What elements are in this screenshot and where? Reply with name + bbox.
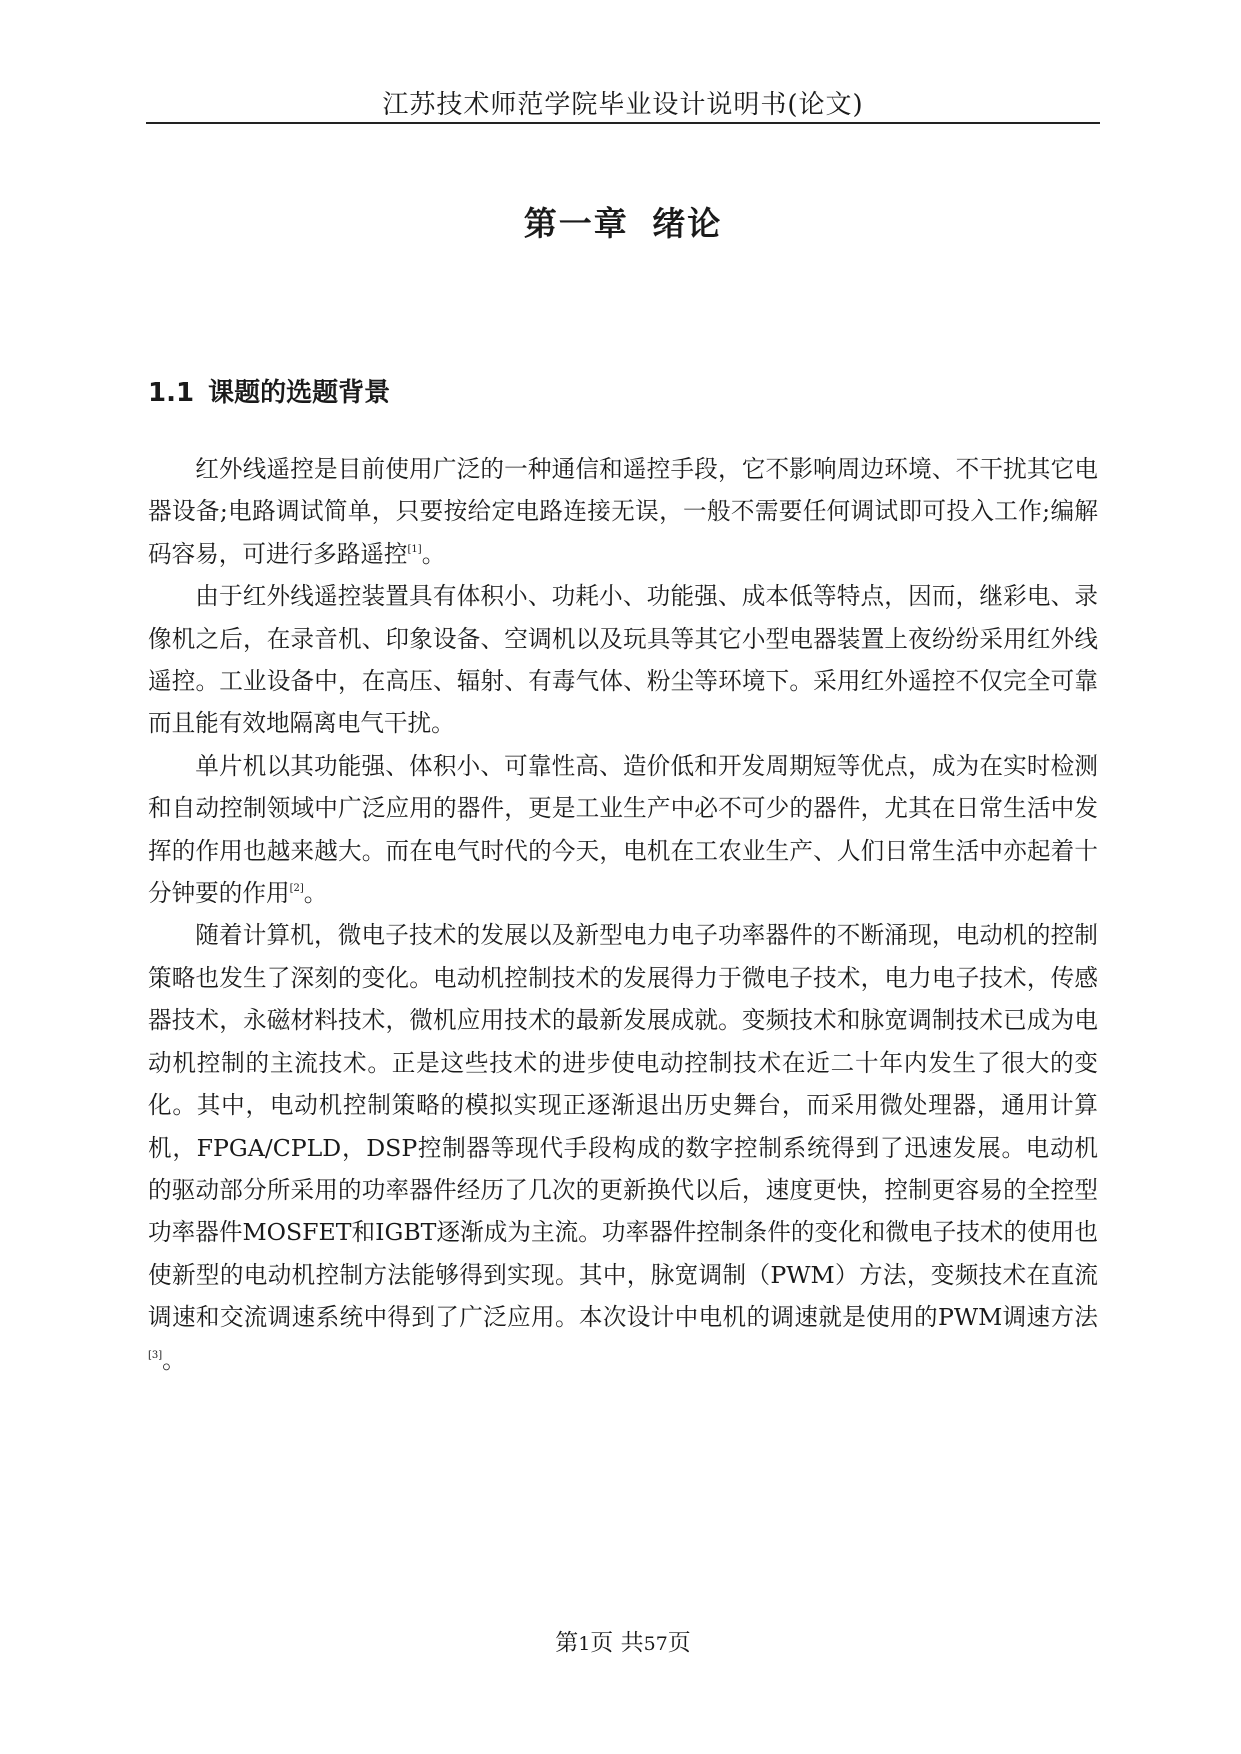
paragraph-text: 红外线遥控是目前使用广泛的一种通信和遥控手段，它不影响周边环境、不干扰其它电器设备;电路调试简单，只要按给定电路连接无误，一般不需要任何调试即可投入工作;编解码容易，可进行多路遥控 [148, 455, 1098, 568]
paragraph-3 [148, 745, 1098, 915]
paragraph-end: 。 [421, 539, 446, 568]
footer-prefix: 第 [555, 1630, 579, 1656]
running-header: 江苏技术师范学院毕业设计说明书(论文) [382, 90, 864, 120]
footer-middle: 页 共 [590, 1630, 644, 1656]
paragraph-1 [148, 448, 1098, 575]
paragraph-text: 单片机以其功能强、体积小、可靠性高、造价低和开发周期短等优点，成为在实时检测和自动控制领域中广泛应用的器件，更是工业生产中必不可少的器件，尤其在日常生活中发挥的作用也越来越大。而在电气时代的今天，电机在工农业生产、人们日常生活中亦起着十分钟要的作用 [148, 751, 1098, 908]
body-text [148, 448, 1098, 1381]
section-number: 1.1 [148, 378, 195, 408]
header-rule [146, 122, 1100, 124]
section-title-text: 课题的选题背景 [208, 378, 391, 408]
citation-ref: [1] [407, 543, 422, 555]
page-footer [146, 1624, 1100, 1657]
current-page-number: 1 [578, 1633, 591, 1655]
paragraph-text: 随着计算机，微电子技术的发展以及新型电力电子功率器件的不断涌现，电动机的控制策略也发生了深刻的变化。电动机控制技术的发展得力于微电子技术，电力电子技术，传感器技术，永磁材料技术，微机应用技术的最新发展成就。变频技术和脉宽调制技术已成为电动机控制的主流技术。正是这些技术的进步使电动控制技术在近二十年内发生了很大的变化。其中，电动机控制策略的模拟实现正逐渐退出历史舞台，而采用微处理器，通用计算机，FPGA/CPLD，DSP控制器等现代手段构成的数字控制系统得到了迅速发展。电动机的驱动部分所采用的功率器件经历了几次的更新换代以后，速度更快，控制更容易的全控型功率器件MOSFET和IGBT逐渐成为主流。功率器件控制条件的变化和微电子技术的使用也使新型的电动机控制方法能够得到实现。其中，脉宽调制（PWM）方法，变频技术在直流调速和交流调速系统中得到了广泛应用。本次设计中电机的调速就是使用的PWM调速方法 [148, 921, 1098, 1332]
footer-suffix: 页 [667, 1630, 691, 1656]
citation-ref: [3] [148, 1349, 163, 1361]
paragraph-2 [148, 575, 1098, 745]
total-pages-number: 57 [643, 1633, 668, 1655]
paragraph-4 [148, 914, 1098, 1380]
paragraph-text: 由于红外线遥控装置具有体积小、功耗小、功能强、成本低等特点，因而，继彩电、录像机之后，在录音机、印象设备、空调机以及玩具等其它小型电器装置上夜纷纷采用红外线遥控。工业设备中，在高压、辐射、有毒气体、粉尘等环境下。采用红外遥控不仅完全可靠而且能有效地隔离电气干扰。 [148, 582, 1098, 738]
paragraph-end: 。 [162, 1345, 186, 1374]
paragraph-end: 。 [303, 879, 328, 908]
chapter-title: 第一章 绪论 [523, 204, 723, 243]
section-heading [148, 372, 390, 409]
citation-ref: [2] [289, 883, 304, 895]
